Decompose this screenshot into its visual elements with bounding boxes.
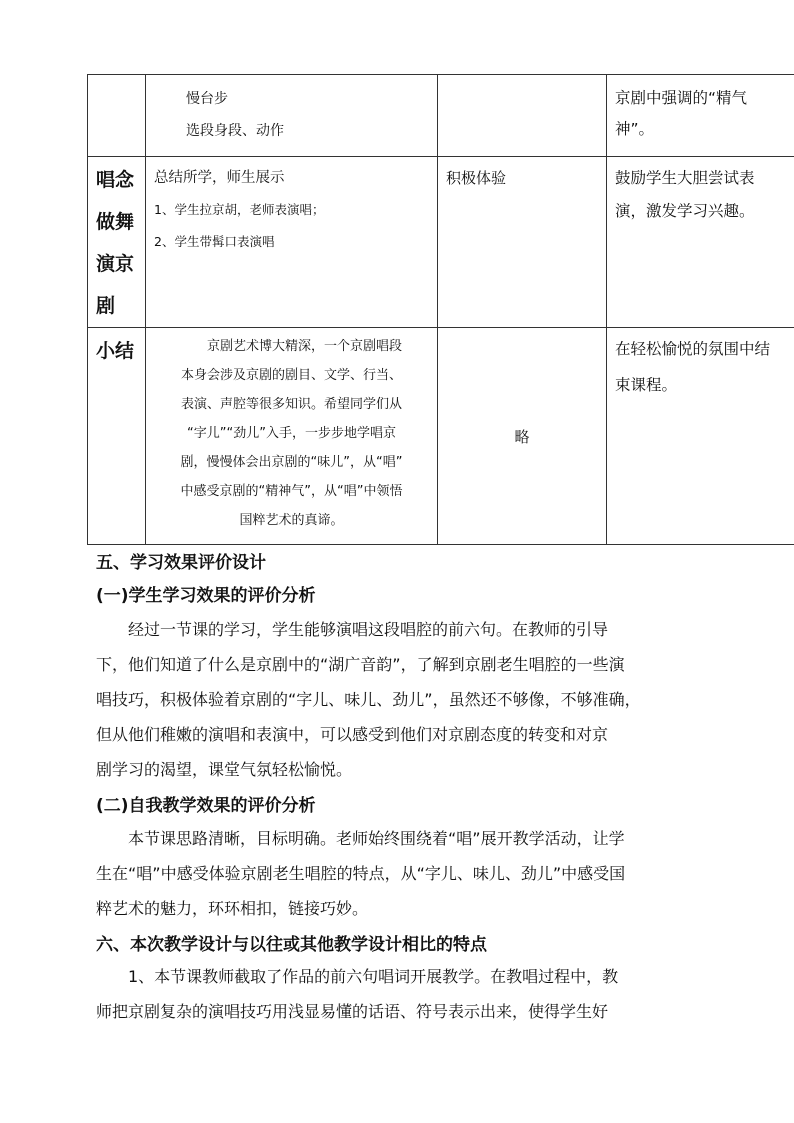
paragraph-line: 下，他们知道了什么是京剧中的“湖广音韵”，了解到京剧老生唱腔的一些演	[96, 655, 625, 674]
intent-line: 京剧中强调的“精气	[615, 89, 748, 107]
paragraph-line: 但从他们稚嫩的演唱和表演中，可以感受到他们对京剧态度的转变和对京	[96, 725, 609, 744]
cell-empty	[88, 75, 146, 157]
paragraph-line: 经过一节课的学习，学生能够演唱这段唱腔的前六句。在教师的引导	[128, 620, 609, 639]
activity-line: 中感受京剧的“精神气”，从“唱”中领悟	[180, 484, 403, 499]
section-heading: 五、学习效果评价设计	[96, 553, 266, 573]
paragraph-line: 唱技巧，积极体验着京剧的“字儿、味儿、劲儿”，虽然还不够像，不够准确，	[96, 690, 641, 709]
activity-line: 表演、声腔等很多知识。希望同学们从	[180, 397, 402, 412]
cell-stage	[88, 328, 146, 545]
student-line: 略	[514, 427, 530, 446]
cell-intent	[607, 75, 794, 157]
student-line: 积极体验	[446, 169, 507, 187]
paragraph-line: 粹艺术的魅力，环环相扣，链接巧妙。	[96, 899, 369, 918]
intent-line: 束课程。	[615, 376, 678, 394]
paragraph-line: 本节课思路清晰，目标明确。老师始终围绕着“唱”展开教学活动，让学	[128, 829, 625, 848]
cell-stage	[88, 157, 146, 328]
activity-line: 慢台步	[186, 91, 228, 107]
paragraph-line: 师把京剧复杂的演唱技巧用浅显易懂的话语、符号表示出来，使得学生好	[96, 1002, 609, 1021]
table-row	[88, 328, 794, 545]
cell-activity	[146, 75, 438, 157]
cell-activity	[146, 328, 438, 545]
cell-student	[438, 328, 607, 545]
subsection-heading: (二)自我教学效果的评价分析	[96, 796, 316, 816]
stage-line: 做舞	[96, 211, 135, 233]
paragraph-line: 生在“唱”中感受体验京剧老生唱腔的特点，从“字儿、味儿、劲儿”中感受国	[96, 864, 626, 883]
activity-line: 1、学生拉京胡，老师表演唱；	[154, 202, 325, 217]
section-heading: 六、本次教学设计与以往或其他教学设计相比的特点	[96, 935, 487, 955]
cell-empty	[438, 75, 607, 157]
activity-line: 国粹艺术的真谛。	[239, 513, 344, 528]
activity-line: “字儿”“劲儿”入手，一步步地学唱京	[187, 426, 396, 441]
stage-line: 唱念	[96, 169, 135, 191]
stage-line: 小结	[96, 340, 135, 362]
intent-line: 鼓励学生大胆尝试表	[615, 169, 755, 187]
activity-line: 本身会涉及京剧的剧目、文学、行当、	[180, 368, 402, 383]
table-row	[88, 157, 794, 328]
activity-line: 剧，慢慢体会出京剧的“味儿”，从“唱”	[180, 455, 403, 470]
activity-line: 京剧艺术博大精深，一个京剧唱段	[206, 339, 402, 354]
cell-intent	[607, 157, 794, 328]
intent-line: 在轻松愉悦的氛围中结	[615, 340, 771, 358]
activity-line: 总结所学，师生展示	[154, 170, 285, 186]
intent-line: 演，激发学习兴趣。	[615, 202, 755, 220]
cell-student	[438, 157, 607, 328]
cell-activity	[146, 157, 438, 328]
stage-line: 演京	[96, 253, 135, 275]
paragraph-line: 1、本节课教师截取了作品的前六句唱词开展教学。在教唱过程中，教	[128, 967, 619, 986]
activity-line: 选段身段、动作	[186, 123, 284, 139]
cell-intent	[607, 328, 794, 545]
table-row	[88, 75, 794, 157]
subsection-heading: (一)学生学习效果的评价分析	[96, 586, 316, 606]
activity-line: 2、学生带髯口表演唱	[154, 234, 275, 249]
stage-line: 剧	[96, 295, 116, 317]
lesson-table	[87, 74, 794, 545]
paragraph-line: 剧学习的渴望，课堂气氛轻松愉悦。	[96, 760, 353, 779]
intent-line: 神”。	[615, 120, 655, 138]
